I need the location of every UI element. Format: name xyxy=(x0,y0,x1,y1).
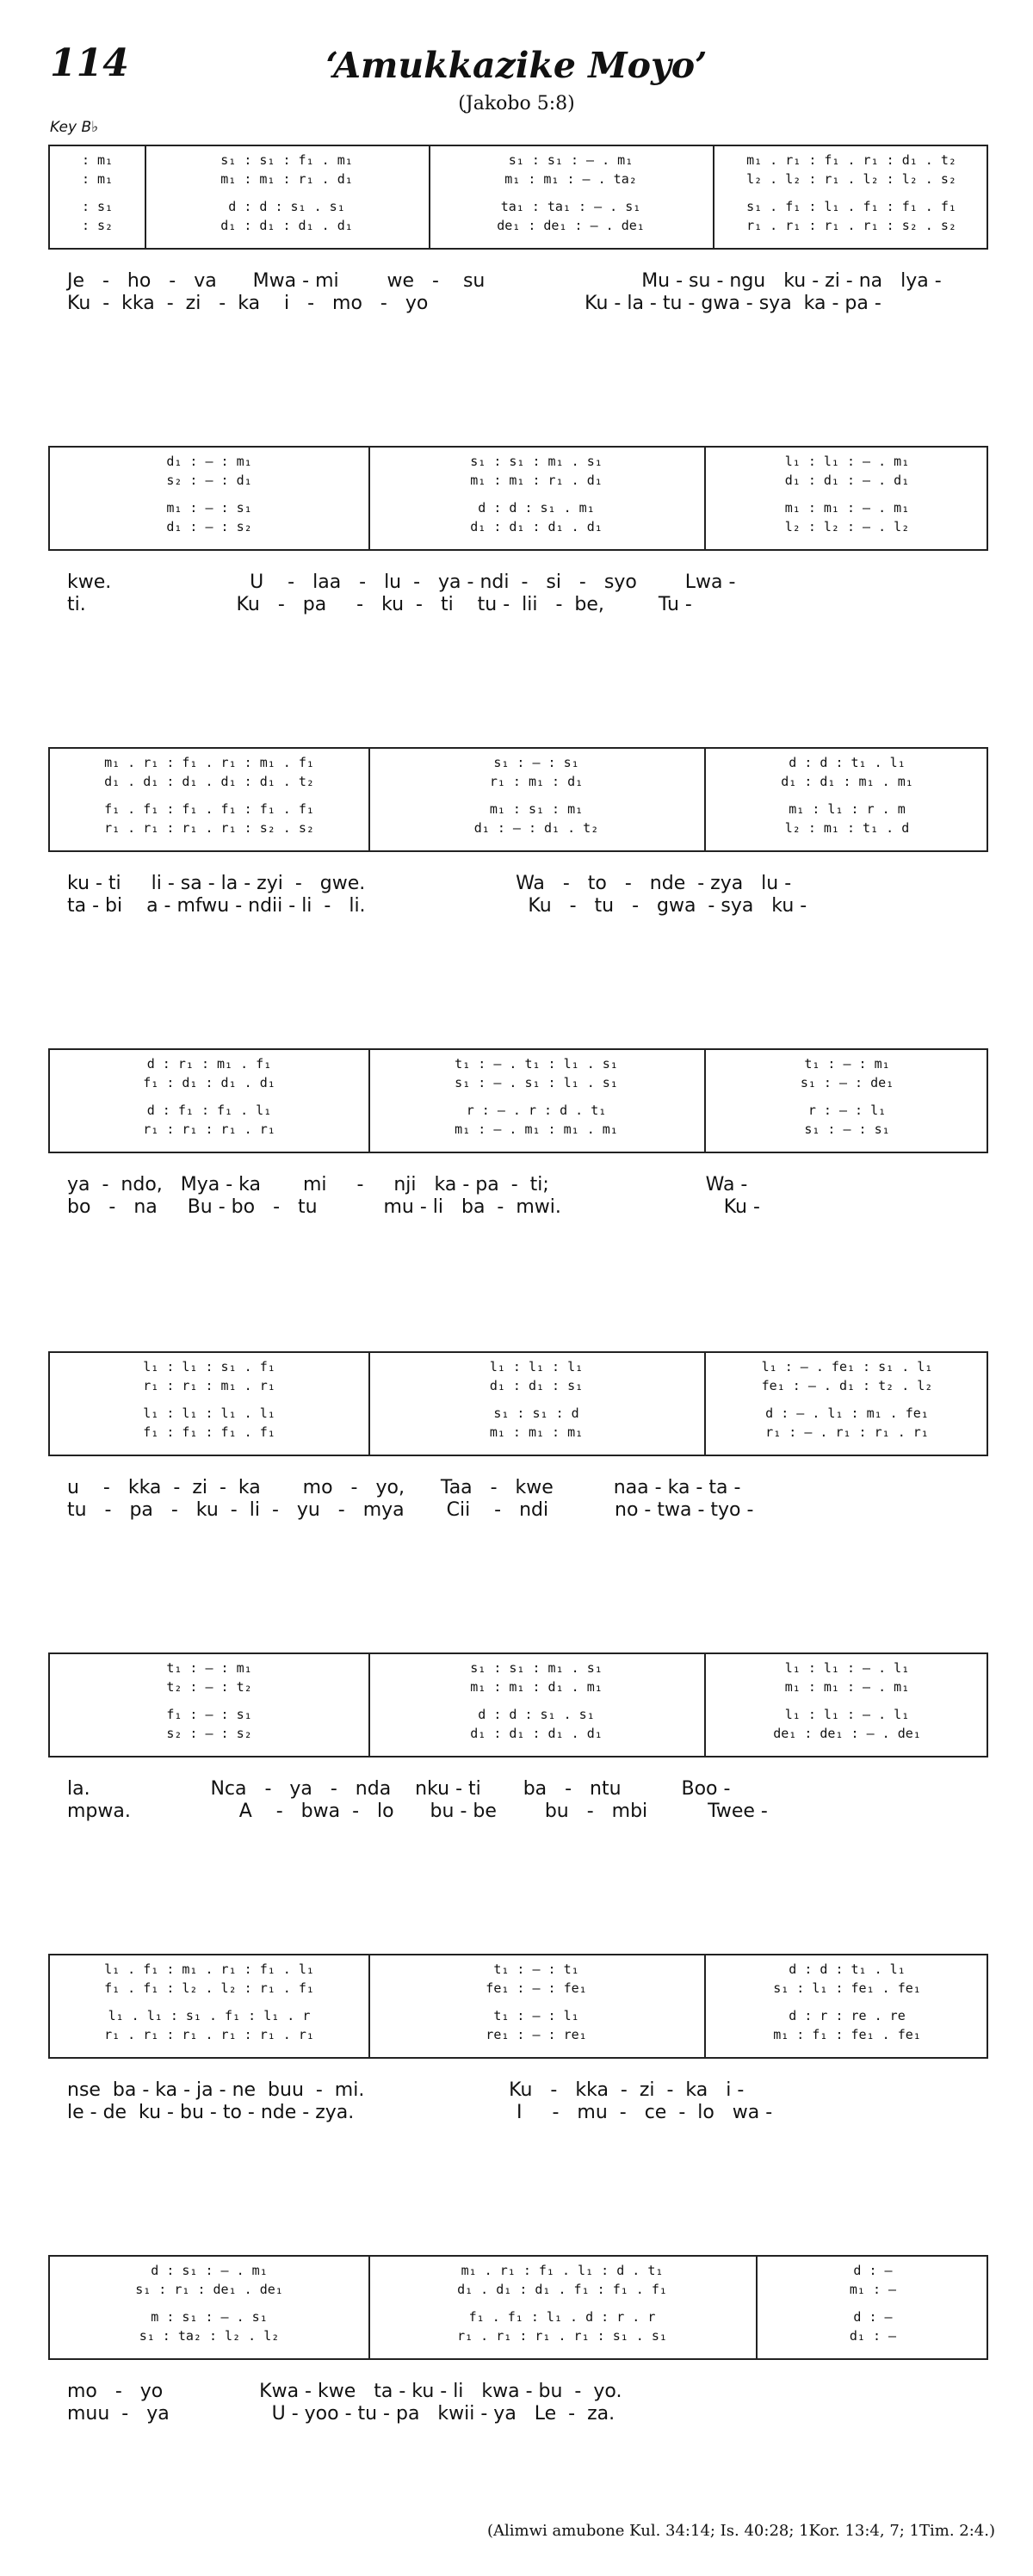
lyrics xyxy=(48,571,988,616)
hymn-title: ‘Amukkazike Moyo’ xyxy=(325,45,708,86)
voice-line xyxy=(50,1677,987,1697)
tonic-solfa-staff xyxy=(48,1954,988,2059)
note-group: d : – . l₁ : m₁ . fe₁ xyxy=(765,1405,929,1421)
note-group: s₁ : s₁ : m₁ . s₁ xyxy=(470,1660,603,1676)
tonic-solfa-staff xyxy=(48,747,988,852)
note-group: s₂ : — : d₁ xyxy=(166,473,252,488)
note-group: d : r₁ : m₁ . f₁ xyxy=(146,1056,272,1072)
note-group: d₁ : d₁ : – . d₁ xyxy=(784,473,910,488)
music-system xyxy=(48,1652,988,1823)
lyric-line-verse-2: bo - na Bu - bo - tu mu - li ba - mwi. Ku - xyxy=(67,1196,760,1218)
note-group: r : – . r : d . t₁ xyxy=(466,1103,607,1118)
lyric-line-verse-2: muu - ya U - yoo - tu - pa kwii - ya Le - za. xyxy=(67,2403,615,2425)
note-group: : m₁ xyxy=(81,171,114,187)
note-group: s₁ : l₁ : fe₁ . fe₁ xyxy=(773,1980,921,1996)
note-group: d : d : s₁ . m₁ xyxy=(478,500,595,516)
voice-line xyxy=(50,2005,987,2026)
voice-line xyxy=(50,1356,987,1377)
lyric-line-verse-2: ti. Ku - pa - ku - ti tu - lii - be, Tu - xyxy=(67,594,692,615)
scripture-reference: (Jakobo 5:8) xyxy=(458,93,575,114)
lyrics xyxy=(48,873,988,917)
lyric-line-verse-1: u - kka - zi - ka mo - yo, Taa - kwe naa - ka - ta - xyxy=(67,1477,741,1498)
note-group: r₁ . r₁ : r₁ . r₁ : s₂ . s₂ xyxy=(104,820,314,836)
hymn-number: 114 xyxy=(50,41,129,85)
note-group: d : — xyxy=(853,2309,893,2325)
lyrics xyxy=(48,2079,988,2124)
note-group: f₁ . f₁ : f₁ . f₁ : f₁ . f₁ xyxy=(104,801,314,817)
note-group: r₁ : – . r₁ : r₁ . r₁ xyxy=(765,1424,929,1440)
voice-line xyxy=(50,451,987,472)
note-group: m₁ : s₁ : m₁ xyxy=(489,801,584,817)
lyric-line-verse-1: kwe. U - laa - lu - ya - ndi - si - syo Lwa - xyxy=(67,571,736,593)
note-group: m₁ . r₁ : f₁ . r₁ : m₁ . f₁ xyxy=(104,755,314,770)
lyric-line-verse-1: ya - ndo, Mya - ka mi - nji ka - pa - ti; Wa - xyxy=(67,1174,748,1195)
note-group: d : d : s₁ . s₁ xyxy=(478,1707,595,1722)
note-group: l₁ . f₁ : m₁ . r₁ : f₁ . l₁ xyxy=(104,1961,314,1977)
lyrics xyxy=(48,270,988,315)
note-group: d : f₁ : f₁ . l₁ xyxy=(146,1103,272,1118)
voice-line xyxy=(50,196,987,217)
key-signature: Key B♭ xyxy=(50,119,99,136)
voice-line xyxy=(50,1119,987,1140)
note-group: d : d : t₁ . l₁ xyxy=(789,1961,906,1977)
lyrics xyxy=(48,2381,988,2425)
voice-line xyxy=(50,818,987,838)
note-group: l₁ : l₁ : l₁ . l₁ xyxy=(143,1405,275,1421)
note-group: r₁ . r₁ : r₁ . r₁ : r₁ . r₁ xyxy=(104,2027,314,2042)
lyric-line-verse-1: mo - yo Kwa - kwe ta - ku - li kwa - bu - yo. xyxy=(67,2381,622,2402)
voice-line xyxy=(50,1422,987,1442)
voice-line xyxy=(50,1704,987,1725)
note-group: m₁ . r₁ : f₁ . l₁ : d . t₁ xyxy=(461,2263,664,2278)
note-group: d : d : s₁ . s₁ xyxy=(228,199,345,214)
tonic-solfa-staff xyxy=(48,2255,988,2360)
lyrics xyxy=(48,1477,988,1522)
music-system xyxy=(48,1954,988,2124)
note-group: : s₂ xyxy=(81,218,114,233)
note-group: m₁ : m₁ : r₁ . d₁ xyxy=(470,473,603,488)
lyric-line-verse-2: le - de ku - bu - to - nde - zya. I - mu - ce - lo wa - xyxy=(67,2102,773,2123)
voice-line xyxy=(50,497,987,518)
voice-line xyxy=(50,1959,987,1980)
voice-line xyxy=(50,470,987,491)
tonic-solfa-staff xyxy=(48,145,988,250)
note-group: d₁ : d₁ : s₁ xyxy=(489,1378,584,1393)
note-group: l₁ : l₁ : l₁ xyxy=(489,1359,584,1374)
note-group: f₁ : f₁ : f₁ . f₁ xyxy=(143,1424,275,1440)
note-group: f₁ . f₁ : l₁ . d : r . r xyxy=(468,2309,656,2325)
note-group: m₁ : m₁ : – . m₁ xyxy=(784,500,910,516)
note-group: l₁ : l₁ : s₁ . f₁ xyxy=(143,1359,275,1374)
note-group: m₁ : m₁ : r₁ . d₁ xyxy=(220,171,353,187)
note-group: d₁ . d₁ : d₁ . d₁ : d₁ . t₂ xyxy=(104,774,314,789)
voice-line xyxy=(50,799,987,819)
note-group: s₁ : — : s₁ xyxy=(493,755,579,770)
note-group: r₁ : r₁ : r₁ . r₁ xyxy=(143,1121,275,1137)
note-group: s₁ : — : de₁ xyxy=(800,1075,894,1090)
note-group: m₁ : m₁ : – . ta₂ xyxy=(504,171,637,187)
voice-line xyxy=(50,1375,987,1396)
voice-line xyxy=(50,752,987,773)
note-group: s₁ : — : s₁ xyxy=(804,1121,890,1137)
note-group: t₁ : — : l₁ xyxy=(493,2008,579,2023)
tonic-solfa-staff xyxy=(48,1351,988,1456)
note-group: re₁ : — : re₁ xyxy=(486,2027,587,2042)
note-group: d : d : t₁ . l₁ xyxy=(789,755,906,770)
note-group: m₁ : — : s₁ xyxy=(166,500,252,516)
note-group: f₁ : — : s₁ xyxy=(166,1707,252,1722)
lyric-line-verse-2: ta - bi a - mfwu - ndii - li - li. Ku - tu - gwa - sya ku - xyxy=(67,895,807,917)
lyric-line-verse-2: mpwa. A - bwa - lo bu - be bu - mbi Twee - xyxy=(67,1801,768,1822)
voice-line xyxy=(50,1403,987,1424)
note-group: s₁ : s₁ : d xyxy=(493,1405,579,1421)
note-group: m₁ : f₁ : fe₁ . fe₁ xyxy=(773,2027,921,2042)
voice-line xyxy=(50,150,987,170)
note-group: m₁ : m₁ : – . m₁ xyxy=(784,1679,910,1695)
music-system xyxy=(48,747,988,917)
note-group: m₁ : m₁ : d₁ . m₁ xyxy=(470,1679,603,1695)
lyric-line-verse-2: tu - pa - ku - li - yu - mya Cii - ndi no - twa - tyo - xyxy=(67,1499,754,1521)
music-system xyxy=(48,1048,988,1219)
note-group: r₁ : m₁ : d₁ xyxy=(489,774,584,789)
note-group: fe₁ : – . d₁ : t₂ . l₂ xyxy=(761,1378,933,1393)
note-group: r : — : l₁ xyxy=(807,1103,887,1118)
note-group: l₂ . l₂ : r₁ . l₂ : l₂ . s₂ xyxy=(746,171,956,187)
note-group: d₁ : d₁ : d₁ . d₁ xyxy=(220,218,353,233)
lyric-line-verse-1: ku - ti li - sa - la - zyi - gwe. Wa - to - nde - zya lu - xyxy=(67,873,792,894)
note-group: l₁ : – . fe₁ : s₁ . l₁ xyxy=(761,1359,933,1374)
voice-line xyxy=(50,1658,987,1678)
note-group: l₁ : l₁ : – . l₁ xyxy=(784,1660,910,1676)
voice-line xyxy=(50,1053,987,1074)
voice-line xyxy=(50,1978,987,1998)
note-group: s₁ : s₁ : m₁ . s₁ xyxy=(470,454,603,469)
voice-line xyxy=(50,2024,987,2045)
voice-line xyxy=(50,516,987,537)
note-group: t₁ : — : m₁ xyxy=(166,1660,252,1676)
tonic-solfa-staff xyxy=(48,1048,988,1153)
note-group: s₁ : ta₂ : l₂ . l₂ xyxy=(139,2328,280,2344)
lyric-line-verse-1: la. Nca - ya - nda nku - ti ba - ntu Boo - xyxy=(67,1778,731,1800)
lyrics xyxy=(48,1778,988,1823)
note-group: d₁ : — xyxy=(849,2328,897,2344)
note-group: d : r : re . re xyxy=(789,2008,906,2023)
note-group: : m₁ xyxy=(81,152,114,168)
note-group: r₁ . r₁ : r₁ . r₁ : s₁ . s₁ xyxy=(457,2328,667,2344)
note-group: s₁ : – . s₁ : l₁ . s₁ xyxy=(455,1075,618,1090)
note-group: d₁ : d₁ : m₁ . m₁ xyxy=(781,774,913,789)
note-group: m₁ : – . m₁ : m₁ . m₁ xyxy=(455,1121,618,1137)
note-group: s₁ : s₁ : f₁ . m₁ xyxy=(220,152,353,168)
note-group: m : s₁ : – . s₁ xyxy=(151,2309,268,2325)
note-group: t₁ : — : m₁ xyxy=(804,1056,890,1072)
music-system xyxy=(48,2255,988,2425)
note-group: l₁ : l₁ : – . l₁ xyxy=(784,1707,910,1722)
note-group: l₁ . l₁ : s₁ . f₁ : l₁ . r xyxy=(108,2008,311,2023)
music-system xyxy=(48,145,988,315)
note-group: t₁ : – . t₁ : l₁ . s₁ xyxy=(455,1056,618,1072)
note-group: l₂ : m₁ : t₁ . d xyxy=(784,820,910,836)
voice-line xyxy=(50,2260,987,2281)
note-group: s₁ . f₁ : l₁ . f₁ : f₁ . f₁ xyxy=(746,199,956,214)
music-system xyxy=(48,1351,988,1522)
note-group: d₁ . d₁ : d₁ . f₁ : f₁ . f₁ xyxy=(457,2282,667,2297)
note-group: de₁ : de₁ : – . de₁ xyxy=(773,1726,921,1741)
note-group: d₁ : d₁ : d₁ . d₁ xyxy=(470,519,603,534)
note-group: d : s₁ : – . m₁ xyxy=(151,2263,268,2278)
note-group: l₁ : l₁ : – . m₁ xyxy=(784,454,910,469)
lyric-line-verse-2: Ku - kka - zi - ka i - mo - yo Ku - la - tu - gwa - sya ka - pa - xyxy=(67,293,881,314)
tonic-solfa-staff xyxy=(48,446,988,551)
voice-line xyxy=(50,1100,987,1121)
tonic-solfa-staff xyxy=(48,1652,988,1757)
note-group: fe₁ : — : fe₁ xyxy=(486,1980,587,1996)
note-group: t₂ : — : t₂ xyxy=(166,1679,252,1695)
note-group: d₁ : — : m₁ xyxy=(166,454,252,469)
voice-line xyxy=(50,1072,987,1093)
voice-line xyxy=(50,1723,987,1744)
note-group: ta₁ : ta₁ : – . s₁ xyxy=(500,199,641,214)
voice-line xyxy=(50,215,987,236)
voice-line xyxy=(50,2307,987,2327)
note-group: d₁ : — : d₁ . t₂ xyxy=(473,820,599,836)
note-group: r₁ . r₁ : r₁ . r₁ : s₂ . s₂ xyxy=(746,218,956,233)
note-group: d₁ : d₁ : d₁ . d₁ xyxy=(470,1726,603,1741)
note-group: m₁ . r₁ : f₁ . r₁ : d₁ . t₂ xyxy=(746,152,956,168)
voice-line xyxy=(50,169,987,189)
note-group: de₁ : de₁ : – . de₁ xyxy=(497,218,645,233)
note-group: r₁ : r₁ : m₁ . r₁ xyxy=(143,1378,275,1393)
note-group: m₁ : m₁ : m₁ xyxy=(489,1424,584,1440)
note-group: f₁ : d₁ : d₁ . d₁ xyxy=(143,1075,275,1090)
voice-line xyxy=(50,771,987,792)
note-group: d₁ : — : s₂ xyxy=(166,519,252,534)
note-group: f₁ . f₁ : l₂ . l₂ : r₁ . f₁ xyxy=(104,1980,314,1996)
note-group: l₂ : l₂ : – . l₂ xyxy=(784,519,910,534)
note-group: m₁ : — xyxy=(849,2282,897,2297)
note-group: s₂ : — : s₂ xyxy=(166,1726,252,1741)
voice-line xyxy=(50,2326,987,2346)
lyric-line-verse-1: nse ba - ka - ja - ne buu - mi. Ku - kka - zi - ka i - xyxy=(67,2079,745,2101)
music-system xyxy=(48,446,988,616)
voice-line xyxy=(50,2279,987,2300)
lyrics xyxy=(48,1174,988,1219)
note-group: d : — xyxy=(853,2263,893,2278)
lyric-line-verse-1: Je - ho - va Mwa - mi we - su Mu - su - ngu ku - zi - na lya - xyxy=(67,270,942,292)
note-group: s₁ : s₁ : – . m₁ xyxy=(508,152,634,168)
note-group: s₁ : r₁ : de₁ . de₁ xyxy=(135,2282,283,2297)
footnote: (Alimwi amubone Kul. 34:14; Is. 40:28; 1Kor. 13:4, 7; 1Tim. 2:4.) xyxy=(486,2522,995,2540)
note-group: : s₁ xyxy=(81,199,114,214)
note-group: t₁ : — : t₁ xyxy=(493,1961,579,1977)
note-group: m₁ : l₁ : r . m xyxy=(789,801,906,817)
